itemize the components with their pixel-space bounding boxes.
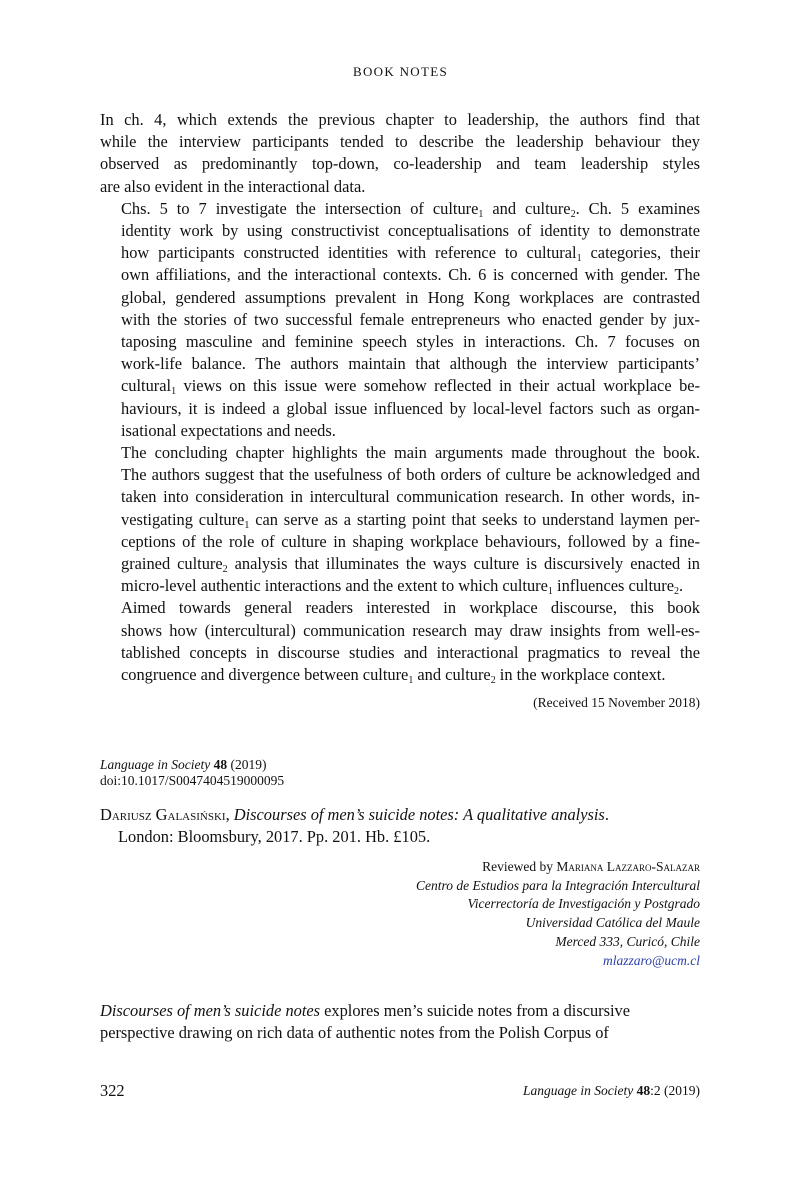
text-line: grained culture$_2$ analysis that illuminates the ways culture is discursively enacted in [121, 554, 700, 576]
reviewer-affiliation: Universidad Católica del Maule [525, 915, 700, 931]
text-line: The authors suggest that the usefulness of both orders of culture be acknowledged and [121, 465, 700, 485]
text-line: ceptions of the role of culture in shaping workplace behaviours, followed by a fine- [121, 531, 700, 551]
text-line: observed as predominantly top-down, co-leadership and team leadership styles [100, 154, 700, 174]
footer-journal [523, 1083, 700, 1099]
footer-journal-name: Language in Society [523, 1083, 634, 1098]
received-date: (Received 15 November 2018) [533, 695, 700, 710]
paragraph [100, 442, 700, 597]
footer-issue: :2 (2019) [650, 1083, 700, 1098]
review-body [100, 1000, 700, 1044]
journal-volume: 48 [213, 757, 228, 772]
doi: doi:10.1017/S0047404519000095 [100, 773, 285, 788]
reviewer-prefix: Reviewed by [482, 859, 553, 874]
citation-title: Discourses of men’s suicide notes: A qualitative analysis [233, 805, 605, 824]
text-line: vestigating culture$_1$ can serve as a starting point that seeks to understand laymen per- [121, 509, 700, 531]
citation-publication: London: Bloomsbury, 2017. Pp. 201. Hb. £105. [118, 827, 431, 847]
text-line: micro-level authentic interactions and the extent to which culture$_1$ influences culture$_2$. [121, 576, 684, 598]
review-text: explores men’s suicide notes from a discursive [320, 1001, 631, 1020]
text-line: Chs. 5 to 7 investigate the intersection of culture$_1$ and culture$_2$. Ch. 5 examines [121, 198, 700, 220]
text-line: cultural$_1$ views on this issue were somehow reflected in their actual workplace be- [121, 376, 700, 398]
text-line: taposing masculine and feminine speech styles in interactions. Ch. 7 focuses on [121, 332, 700, 352]
reviewer-address: Merced 333, Curicó, Chile [555, 933, 700, 949]
reviewer-email-link[interactable]: mlazzaro@ucm.cl [602, 952, 700, 968]
paragraph [100, 109, 700, 198]
text-line: Aimed towards general readers interested in workplace discourse, this book [121, 598, 700, 618]
text-line: haviours, it is indeed a global issue influenced by local-level factors such as organ- [121, 398, 700, 418]
book-note-body [100, 109, 700, 686]
paragraph [100, 198, 700, 442]
text-line: are also evident in the interactional data. [100, 176, 366, 196]
text-line: with the stories of two successful female entrepreneurs who enacted gender by jux- [121, 309, 700, 329]
text-line: own affiliations, and the interactional contexts. Ch. 6 is concerned with gender. The [121, 265, 700, 285]
citation-author: Dariusz Galasiński [100, 805, 226, 824]
footer-volume: 48 [636, 1083, 651, 1098]
text-line: In ch. 4, which extends the previous chapter to leadership, the authors find that [100, 110, 700, 129]
book-citation: Dariusz Galasiński, Discourses of men’s suicide notes: A qualitative analysis. London: Bloomsbury, 2017. Pp. 201. Hb. £105. [100, 804, 700, 848]
text-line: how participants constructed identities with reference to cultural$_1$ categories, their [121, 243, 700, 265]
text-line: work-life balance. The authors maintain that although the interview participants’ [121, 354, 700, 374]
reviewer-block [416, 858, 700, 970]
text-line: shows how (intercultural) communication research may draw insights from well-es- [121, 620, 700, 640]
running-header: BOOK NOTES [353, 64, 448, 79]
journal-reference [100, 757, 284, 789]
text-line: while the interview participants tended to describe the leadership behaviour they [100, 132, 700, 152]
paragraph [100, 597, 700, 686]
text-line: identity work by using constructivist conceptualisations of identity to demonstrate [121, 221, 700, 241]
journal-year: (2019) [230, 757, 267, 772]
page-number: 322 [100, 1081, 125, 1100]
reviewer-affiliation: Centro de Estudios para la Integración Intercultural [416, 877, 700, 893]
review-text: perspective drawing on rich data of authentic notes from the Polish Corpus of [100, 1023, 609, 1043]
text-line: global, gendered assumptions prevalent in Hong Kong workplaces are contrasted [121, 287, 700, 307]
text-line: taken into consideration in intercultural communication research. In other words, in- [121, 487, 700, 507]
review-book-title: Discourses of men’s suicide notes [100, 1001, 321, 1020]
journal-name: Language in Society [100, 757, 211, 772]
text-line: isational expectations and needs. [121, 420, 336, 440]
reviewer-affiliation: Vicerrectoría de Investigación y Postgrado [467, 896, 700, 912]
text-line: tablished concepts in discourse studies and interactional pragmatics to reveal the [121, 642, 700, 662]
reviewer-name: Mariana Lazzaro-Salazar [556, 859, 700, 874]
text-line: congruence and divergence between culture$_1$ and culture$_2$ in the workplace context. [121, 665, 666, 687]
text-line: The concluding chapter highlights the main arguments made throughout the book. [121, 443, 700, 463]
